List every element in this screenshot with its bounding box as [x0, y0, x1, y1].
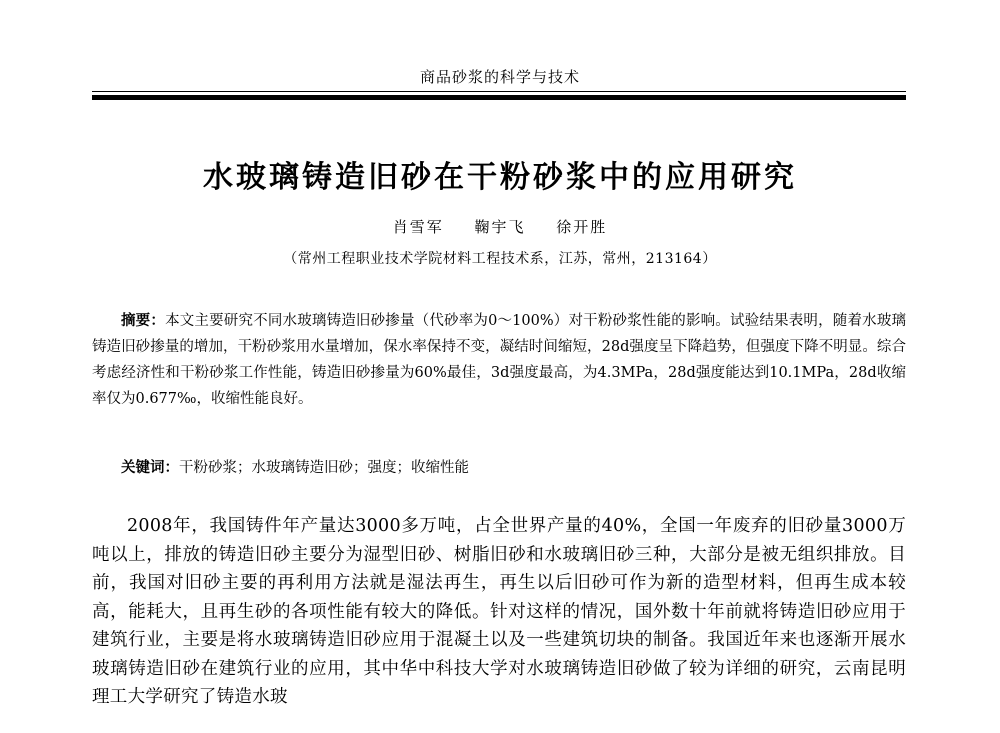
keywords [92, 455, 906, 481]
keywords-text: 干粉砂浆；水玻璃铸造旧砂；强度；收缩性能 [179, 460, 469, 476]
abstract [92, 308, 906, 412]
affiliation: （常州工程职业技术学院材料工程技术系，江苏，常州，213164） [283, 251, 717, 267]
abstract-label: 摘要： [121, 312, 166, 329]
keywords-label: 关键词： [121, 459, 179, 476]
paper-title: 水玻璃铸造旧砂在干粉砂浆中的应用研究 [203, 160, 797, 195]
header-rule-thin [92, 91, 906, 92]
author-list [0, 216, 1000, 237]
header-rule-thick [92, 95, 906, 100]
running-header: 商品砂浆的科学与技术 [419, 68, 580, 86]
author-name: 徐开胜 [556, 218, 608, 236]
abstract-text: 本文主要研究不同水玻璃铸造旧砂掺量（代砂率为0～100%）对干粉砂浆性能的影响。试验结果表明，随着水玻璃铸造旧砂掺量的增加，干粉砂浆用水量增加，保水率保持不变，凝结时间缩短，28d强度呈下降趋势，但强度下降不明显。综合考虑经济性和干粉砂浆工作性能，铸造旧砂掺量为60%最佳，3d强度最高，为4.3MPa，28d强度能达到10.1MPa，28d收缩率仅为0.677‰，收缩性能良好。 [92, 313, 907, 407]
body-paragraph: 2008年，我国铸件年产量达3000多万吨，占全世界产量的40%，全国一年废弃的旧砂量3000万吨以上，排放的铸造旧砂主要分为湿型旧砂、树脂旧砂和水玻璃旧砂三种，大部分是被无组织排放。目前，我国对旧砂主要的再利用方法就是湿法再生，再生以后旧砂可作为新的造型材料，但再生成本较高，能耗大，且再生砂的各项性能有较大的降低。针对这样的情况，国外数十年前就将铸造旧砂应用于建筑行业，主要是将水玻璃铸造旧砂应用于混凝土以及一些建筑切块的制备。我国近年来也逐渐开展水玻璃铸造旧砂在建筑行业的应用，其中华中科技大学对水玻璃铸造旧砂做了较为详细的研究，云南昆明理工大学研究了铸造水玻 [92, 516, 906, 707]
author-name: 肖雪军 [392, 218, 444, 236]
author-name: 鞠宇飞 [474, 218, 526, 236]
